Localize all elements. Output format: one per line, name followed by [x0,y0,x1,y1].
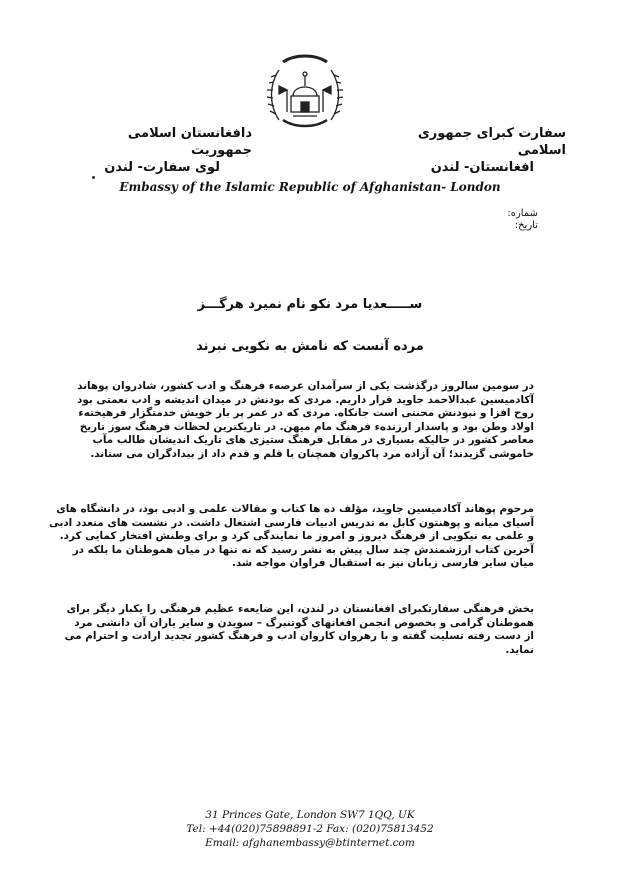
embassy-english-name: Embassy of the Islamic Republic of Afghanistan- London [119,180,501,194]
footer-phone: Tel: +44(020)75898891-2 Fax: (020)75813452 [186,823,434,835]
paragraph-2-line: و علمی به نیکویی از فرهنگ دیروز و امروز ما نمایندگی کرد و برای وطنش افتخار کمایی کرد. [59,530,534,542]
header-persian [386,125,566,176]
number-label: شماره: [507,208,538,219]
paragraph-1-line: خاموشی گزیدند؛ آن آزاده مرد پاکروان همچنان با قلم و قدم داد از بیدادگران می ستاند. [90,447,534,460]
paragraph-1-line: آکادمیسین عبدالاحمد جاوید قرار داریم. مردی که بودنش در میدان اندیشه و ادب نعمتی بود [77,393,534,406]
header-pashto [72,125,252,176]
paragraph-2-line: مرحوم پوهاند آکادمیسین جاوید، مؤلف ده ها کتاب و مقالات علمی و ادبی بود، در دانشگاه های [56,503,534,515]
poem-title-line1: ســـــعدیا مرد نکو نام نمیرد هرگـــز [197,297,423,312]
paragraph-3-line: نماید. [505,643,534,656]
paragraph-1 [77,380,534,461]
date-label: تاریخ: [514,220,538,231]
header-pashto-line2: لوی سفارت- لندن [104,160,220,175]
poem-title-line2: مرده آنست که نامش به نکویی نبرند [196,339,424,354]
paragraph-2-line: آخرین کتاب ارزشمندش چند سال پیش به نشر رسید که نه تنها در میان هموطنان ما بلکه در [72,543,534,556]
footer-email: Email: afghanembassy@btinternet.com [205,837,415,849]
paragraph-3 [64,603,534,657]
paragraph-3-line: هموطنان گرامی و بخصوص انجمن افغانهای گوتنبرگ – سویدن و سایر یاران آن دانشی مرد [74,616,534,629]
afghanistan-emblem-icon [265,50,345,132]
header-persian-line1: سفارت کبرای جمهوری اسلامی [417,126,566,158]
header-pashto-line1: دافغانستان اسلامی جمهوریت [127,126,252,158]
paragraph-1-line: در سومین سالروز درگذشت یکی از سرآمدان عرصهء فرهنگ و ادب کشور، شادروان پوهاند [77,380,534,392]
paper-speck [92,176,95,179]
paragraph-3-line: بخش فرهنگی سفارتکبرای افغانستان در لندن، این ضایعهء عظیم فرهنگی را یکبار دیگر برای [66,603,534,615]
footer-contact [0,808,620,850]
footer-address: 31 Princes Gate, London SW7 1QQ, UK [205,809,415,821]
paragraph-1-line: معاصر کشور در حالیکه بسیاری در مقابل فرهنگ ستیزی های تاریک اندیشان طالب مآب [92,434,534,446]
paragraph-1-line: روح افزا و نبودنش محنتی است جانکاه. مردی که در عمر پر بار خویش خدمتگزار فرهیختهء [78,407,534,419]
reference-block [490,208,538,232]
paragraph-1-line: اولاد وطن بود و پاسدار ارزندهء فرهنگ مام میهن. در تاریکترین لحظات فرهنگ سوز تاریخ [79,420,534,433]
paragraph-2 [48,503,534,571]
paragraph-2-line: میان سایر فارسی زبانان نیز به استقبال فراوان مواجه شد. [231,557,534,569]
header-persian-line2: افغانستان- لندن [430,160,534,175]
paragraph-2-line: آسیای میانه و پوهنتون کابل به تدریس ادبیات فارسی اشتغال داشت. در نشست های متعدد ادبی [48,516,534,529]
paragraph-3-line: از دست رفته تسلیت گفته و با رهروان کاروان ادب و فرهنگ کشور تجدید ارادت و احترام می [64,630,534,642]
